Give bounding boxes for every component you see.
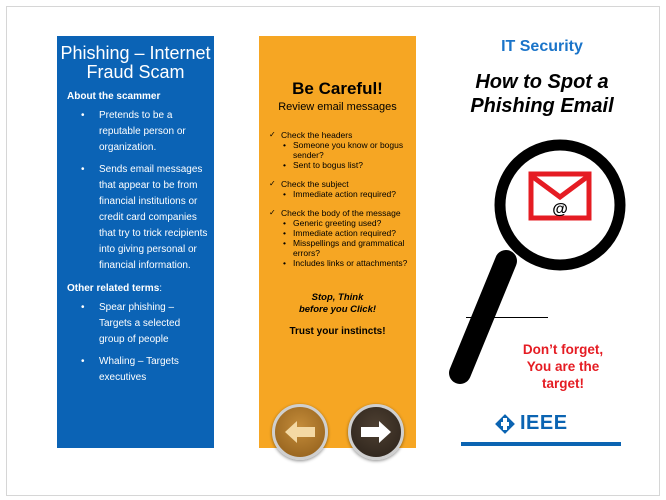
it-security-heading: IT Security [501, 38, 583, 55]
ieee-logo-text: IEEE [520, 412, 568, 434]
warning-text [508, 341, 618, 392]
title-line-2: Phishing Email [470, 95, 614, 117]
next-button[interactable] [348, 404, 404, 460]
be-careful-panel [259, 36, 416, 448]
list-item: • Sent to bogus list? [283, 160, 410, 170]
check-heading: ✓ Check the body of the message [269, 208, 410, 218]
check-heading: ✓ Check the subject [269, 179, 410, 189]
bottom-accent-bar [461, 442, 621, 446]
check-heading: ✓ Check the headers [269, 130, 410, 140]
list-item: • Someone you know or bogus sender? [283, 140, 410, 160]
ieee-logo [494, 412, 568, 435]
arrow-right-icon [359, 419, 393, 445]
ieee-diamond-icon [494, 413, 516, 435]
checklist [269, 130, 410, 268]
about-scammer-list [81, 108, 208, 274]
be-careful-subtitle: Review email messages [278, 101, 397, 113]
related-terms-list [81, 300, 208, 386]
list-item: • Sends email messages that appear to be from financial institutions or credit card companies that try to trick recipients into giving personal or financial information. [81, 162, 208, 274]
title-line-1: How to Spot a [475, 71, 609, 93]
panel-title: Phishing – Internet Fraud Scam [60, 43, 211, 82]
list-item: • Misspellings and grammatical errors? [283, 238, 410, 258]
phishing-info-panel [57, 36, 214, 448]
list-item: • Immediate action required? [283, 189, 410, 199]
check-group [269, 208, 410, 268]
arrow-left-icon [283, 419, 317, 445]
page-title [456, 70, 628, 118]
list-item: • Generic greeting used? [283, 218, 410, 228]
list-item: • Pretends to be a reputable person or organization. [81, 108, 208, 156]
list-item: • Includes links or attachments? [283, 258, 410, 268]
warning-line-2: You are the [526, 359, 600, 374]
check-group [269, 179, 410, 199]
divider-line [466, 317, 548, 318]
be-careful-title: Be Careful! [292, 79, 383, 98]
list-item: • Whaling – Targets executives [81, 354, 208, 386]
warning-line-3: target! [541, 376, 584, 391]
at-symbol: @ [552, 201, 568, 218]
previous-button[interactable] [272, 404, 328, 460]
stop-line-2: before you Click! [298, 304, 377, 315]
stop-think-text [259, 292, 416, 316]
check-group [269, 130, 410, 170]
about-scammer-heading: About the scammer [67, 91, 161, 102]
list-item: • Immediate action required? [283, 228, 410, 238]
related-terms-label: Other related terms [67, 283, 160, 294]
related-terms-colon: : [159, 283, 163, 294]
trust-instincts-text: Trust your instincts! [289, 326, 386, 337]
related-terms-heading [67, 283, 214, 294]
list-item: • Spear phishing – Targets a selected group of people [81, 300, 208, 348]
stop-line-1: Stop, Think [311, 292, 364, 303]
warning-line-1: Don’t forget, [522, 342, 604, 357]
